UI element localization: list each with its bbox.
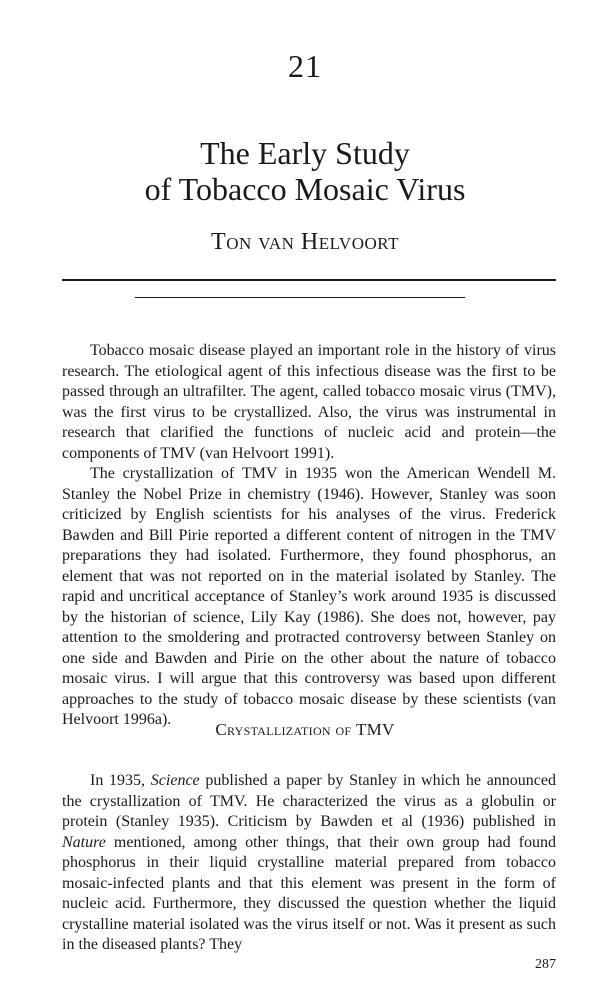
section-paragraph-1 bbox=[62, 771, 556, 956]
section-paragraph-tail: mentioned, among other things, that their own group had found phosphorus in their liquid crystalline material prepared from tobacco mosaic-infected plants and that this element was present in the form of nucleic acid. Furthermore, they discussed the question whether the liquid crystalline material isolated was the virus itself or not. Was it present as such in the diseased plants? They bbox=[62, 833, 556, 953]
section-heading-acronym: TMV bbox=[355, 720, 395, 739]
chapter-title-line-1: The Early Study bbox=[200, 135, 410, 171]
journal-nature: Nature bbox=[62, 833, 106, 851]
intro-text bbox=[62, 341, 556, 731]
chapter-title bbox=[0, 135, 610, 207]
section-text bbox=[62, 771, 556, 956]
section-heading-text: Crystallization of bbox=[215, 720, 356, 739]
chapter-number: 21 bbox=[288, 48, 322, 84]
journal-science: Science bbox=[150, 772, 200, 789]
section-heading bbox=[0, 719, 610, 741]
title-rule-long bbox=[62, 279, 556, 281]
section-paragraph-mid: published a paper by Stanley in which he announced the crystallization of TMV. He characterized the virus as a globulin or protein (Stanley 1935). Criticism by Bawden et al (1936) published in bbox=[62, 772, 557, 830]
chapter-author: Ton van Helvoort bbox=[211, 229, 399, 255]
title-rule-short bbox=[135, 297, 465, 298]
intro-paragraph-2: The crystallization of TMV in 1935 won the American Wendell M. Stanley the Nobel Prize in chemistry (1946). However, Stanley was soon criticized by English scientists for his analyses of the virus. Frederick Bawden and Bill Pirie reported a different content of nitrogen in the TMV preparations they had isolated. Furthermore, they found phosphorus, an element that was not reported on in the material isolated by Stanley. The rapid and uncritical acceptance of Stanley’s work around 1935 is discussed by the historian of science, Lily Kay (1986). She does not, however, pay attention to the smoldering and protracted controversy between Stanley on one side and Bawden and Pirie on the other about the nature of tobacco mosaic virus. I will argue that this controversy was based upon different approaches to the study of tobacco mosaic disease by these scientists (van Helvoort 1996a). bbox=[62, 465, 556, 728]
page-number: 287 bbox=[535, 957, 556, 972]
section-paragraph-lead: In 1935, bbox=[90, 772, 151, 789]
intro-paragraph-1: Tobacco mosaic disease played an important role in the history of virus research. The etiological agent of this infectious disease was the first to be passed through an ultrafilter. The agent, called tobacco mosaic virus (TMV), was the first virus to be crystallized. Also, the virus was instrumental in research that clarified the functions of nucleic acid and protein—the components of TMV (van Helvoort 1991). bbox=[62, 342, 556, 462]
chapter-title-line-2: of Tobacco Mosaic Virus bbox=[144, 171, 466, 207]
